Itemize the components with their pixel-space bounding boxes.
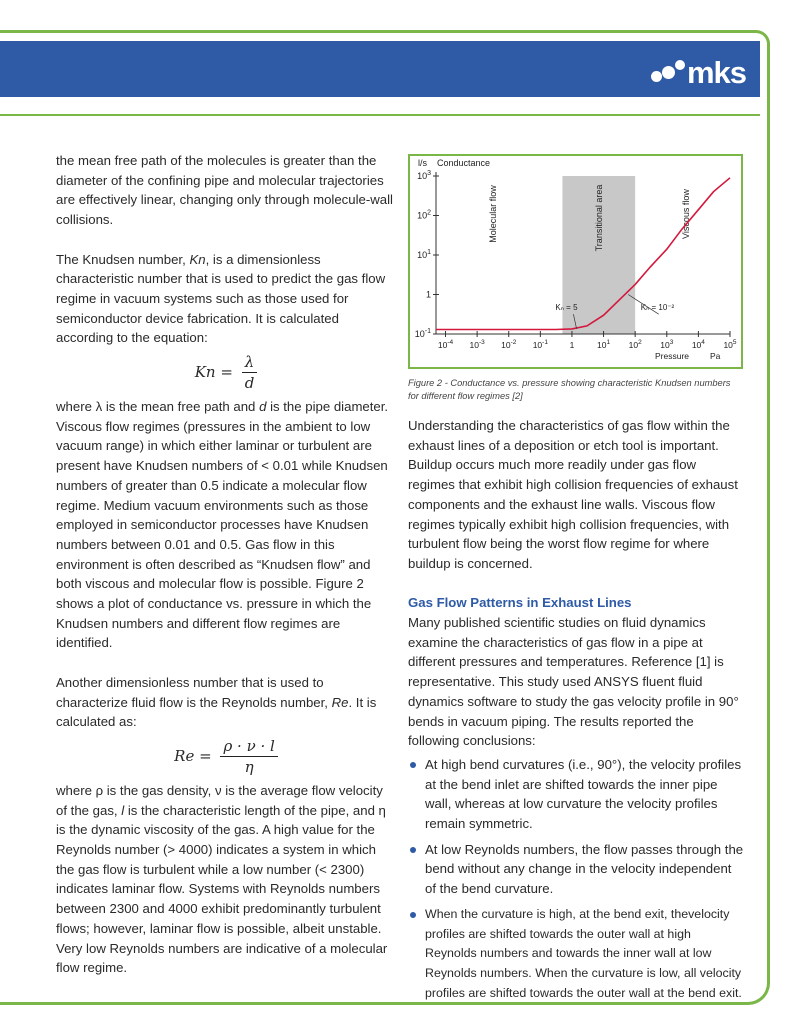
figure-caption: Figure 2 - Conductance vs. pressure showing characteristic Knudsen numbers for different flow regimes [2] [408,378,731,401]
conclusions-list [408,755,744,1003]
logo-text: mks [686,55,746,90]
x-tick-label: $10^1$ [597,339,611,350]
y-tick-label: 1 [425,289,431,300]
list-item: At high bend curvatures (i.e., 90°), the velocity profiles at the bend inlet are shifted towards the inner pipe wall, whereas at low curvature the velocity profiles remain symmetric. [408,755,744,834]
x-axis-title: Pressure [654,351,689,361]
figure-2 [408,154,743,369]
list-item: At low Reynolds numbers, the flow passes through the bend without any change in the velocity independent of the bend curvature. [408,840,744,899]
section-heading: Gas Flow Patterns in Exhaust Lines [408,595,632,611]
x-tick-label: $10^{-1}$ [532,339,548,350]
y-tick-label: $10^2$ [417,209,431,221]
header-band [0,41,760,97]
y-axis-unit: l/s [418,158,427,168]
paragraph-reynolds: Another dimensionless number that is used to characterize fluid flow is the Reynolds number, Re. It is calculated as: [56,674,377,730]
region-label: Molecular flow [488,185,499,243]
paragraph-studies: Many published scientific studies on fluid dynamics examine the characteristics of gas flow in a pipe at different pressures and temperatures. Reference [1] is representative. This study used ANSYS fluent fluid dynamics software to study the gas velocity profile in 90° bends in vacuum piping. The results reported the following conclusions: [408,615,739,749]
paragraph-mean-free-path: the mean free path of the molecules is greater than the diameter of the confining pipe and molecular trajectories are effectively linear, changing only through molecule-wall collisions. [56,153,393,228]
x-tick-label: $10^3$ [660,339,674,350]
equation-reynolds: Re = $\frac{\rho \cdot \nu \cdot l}{\eta}$ [56,736,396,777]
conductance-chart [410,156,741,367]
header-rule [0,114,760,116]
y-tick-label: $10^3$ [417,170,431,181]
x-tick-label: $10^5$ [723,339,737,350]
region-label: Viscous flow [680,189,691,239]
left-column [56,151,396,978]
x-axis-unit: Pa [710,351,721,361]
annotation-label: Kₙ = 10⁻² [640,303,675,313]
list-item: When the curvature is high, at the bend exit, thevelocity profiles are shifted towards the outer wall at high Reynolds numbers and towards the inner wall at low Reynolds numbers. When the curvature is low, all velocity profiles are shifted towards the outer wall at the bend exit. [408,905,744,1004]
equation-knudsen: Kn = $\frac{\lambda}{d}$ [56,352,396,393]
paragraph-exhaust-lines: Understanding the characteristics of gas flow within the exhaust lines of a deposition or etch tool is important. Buildup occurs much more readily under gas flow regimes that exhibit high collision frequencies of exhaust components and the exhaust line walls. Viscous flow regimes typically exhibit high collision frequencies, with turbulent flow being the worst flow regime for where buildup is concerned. [408,418,738,571]
paragraph-flow-regimes: where λ is the mean free path and d is the pipe diameter. Viscous flow regimes (pressures in the ambient to low vacuum range) in which either laminar or turbulent are present have Knudsen numbers of < 0.01 while Knudsen numbers of greater than 0.5 indicate a molecular flow regime. Medium vacuum environments such as those employed in semiconductor processes have Knudsen numbers between 0.01 and 0.5. Gas flow in this environment is often described as “Knudsen flow” and both viscous and molecular flow is possible. Figure 2 shows a plot of conductance vs. pressure in which the Knudsen numbers and different flow regimes are identified. [56,399,389,651]
x-tick-label: $10^2$ [628,339,642,350]
right-column [408,416,744,1009]
y-tick-label: $10^{-1}$ [414,328,431,339]
y-tick-label: $10^1$ [417,249,431,260]
x-tick-label: $10^{-2}$ [501,339,517,350]
x-tick-label: $10^{-4}$ [437,339,454,350]
paragraph-knudsen: The Knudsen number, Kn, is a dimensionless characteristic number that is used to predict the gas flow regime in vacuum systems such as those used for semiconductor device fabrication. It is calculated according to the equation: [56,251,386,346]
region-label: Transitional area [593,184,604,252]
y-axis-title: Conductance [437,158,491,168]
logo-dots-icon [651,58,685,88]
annotation-label: Kₙ = 5 [555,303,578,313]
x-tick-label: 1 [569,340,575,350]
mks-logo [651,55,746,91]
x-tick-label: $10^{-3}$ [469,339,485,350]
x-tick-label: $10^4$ [691,339,705,350]
paragraph-reynolds-explained: where ρ is the gas density, ν is the average flow velocity of the gas, l is the characteristic length of the pipe, and η is the dynamic viscosity of the gas. A high value for the Reynolds number (> 4000) indicates a system in which the gas flow is turbulent while a low number (< 2300) indicates laminar flow. Systems with Reynolds numbers between 2300 and 4000 exhibit predominantly turbulent flows; however, laminar flow is possible, albeit unstable. Very low Reynolds numbers are indicative of a molecular flow regime. [56,782,388,976]
